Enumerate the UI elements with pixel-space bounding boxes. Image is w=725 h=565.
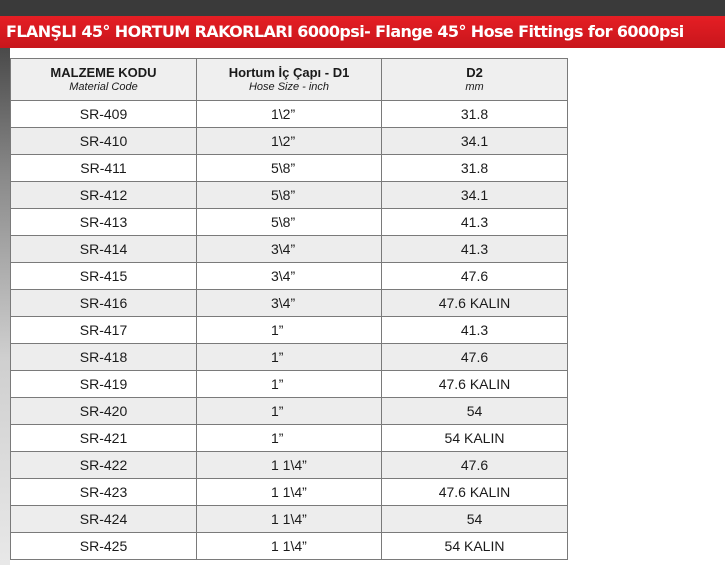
cell-hose-size: 3\4” [197,263,382,290]
cell-material-code: SR-411 [11,155,197,182]
cell-hose-size: 1 1\4” [197,452,382,479]
header-sub: Hose Size - inch [248,81,330,93]
table-row [11,290,568,317]
table-row [11,101,568,128]
table-row [11,533,568,560]
table-row [11,209,568,236]
cell-material-code: SR-418 [11,344,197,371]
cell-hose-size: 1 1\4” [197,506,382,533]
cell-material-code: SR-413 [11,209,197,236]
page-title: FLANŞLI 45° HORTUM RAKORLARI 6000psi- Flange 45° Hose Fittings for 6000psi [0,16,725,48]
table-row [11,182,568,209]
table-row [11,155,568,182]
header-main: MALZEME KODU [50,65,157,80]
cell-d2: 54 [382,398,568,425]
cell-material-code: SR-420 [11,398,197,425]
cell-d2: 41.3 [382,209,568,236]
cell-hose-size: 1” [197,398,382,425]
cell-material-code: SR-410 [11,128,197,155]
cell-material-code: SR-416 [11,290,197,317]
header-sub: Material Code [69,81,138,93]
cell-hose-size: 3\4” [197,236,382,263]
table-row [11,344,568,371]
table-row [11,317,568,344]
cell-hose-size: 1” [197,317,382,344]
cell-d2: 34.1 [382,128,568,155]
cell-hose-size: 1” [197,425,382,452]
cell-d2: 41.3 [382,317,568,344]
cell-material-code: SR-417 [11,317,197,344]
side-decoration [0,48,10,565]
cell-material-code: SR-421 [11,425,197,452]
cell-hose-size: 5\8” [197,182,382,209]
cell-hose-size: 1 1\4” [197,479,382,506]
cell-material-code: SR-419 [11,371,197,398]
cell-material-code: SR-409 [11,101,197,128]
cell-hose-size: 5\8” [197,155,382,182]
header-main: Hortum İç Çapı - D1 [228,65,350,80]
table-body [11,101,568,560]
table-row [11,236,568,263]
header-sub: mm [465,81,484,93]
table-row [11,506,568,533]
cell-d2: 47.6 [382,344,568,371]
cell-d2: 47.6 KALIN [382,371,568,398]
table-row [11,263,568,290]
cell-material-code: SR-422 [11,452,197,479]
cell-d2: 47.6 KALIN [382,479,568,506]
cell-material-code: SR-425 [11,533,197,560]
header-material-code [11,59,197,101]
cell-hose-size: 1” [197,371,382,398]
cell-material-code: SR-423 [11,479,197,506]
cell-d2: 34.1 [382,182,568,209]
header-d2 [382,59,568,101]
cell-hose-size: 1” [197,344,382,371]
header-main: D2 [466,65,483,80]
cell-d2: 47.6 KALIN [382,290,568,317]
cell-material-code: SR-414 [11,236,197,263]
cell-hose-size: 1 1\4” [197,533,382,560]
cell-d2: 41.3 [382,236,568,263]
cell-hose-size: 1\2” [197,101,382,128]
header-hose-size [197,59,382,101]
cell-hose-size: 3\4” [197,290,382,317]
table-row [11,128,568,155]
cell-d2: 47.6 [382,263,568,290]
cell-d2: 31.8 [382,101,568,128]
fittings-table [10,58,568,560]
cell-d2: 47.6 [382,452,568,479]
cell-d2: 31.8 [382,155,568,182]
table-row [11,425,568,452]
table-row [11,398,568,425]
cell-material-code: SR-424 [11,506,197,533]
cell-material-code: SR-412 [11,182,197,209]
cell-d2: 54 [382,506,568,533]
table-header-row [11,59,568,101]
cell-hose-size: 1\2” [197,128,382,155]
cell-d2: 54 KALIN [382,533,568,560]
table-row [11,479,568,506]
cell-material-code: SR-415 [11,263,197,290]
table-row [11,452,568,479]
cell-d2: 54 KALIN [382,425,568,452]
cell-hose-size: 5\8” [197,209,382,236]
table-row [11,371,568,398]
top-dark-strip [0,0,725,16]
